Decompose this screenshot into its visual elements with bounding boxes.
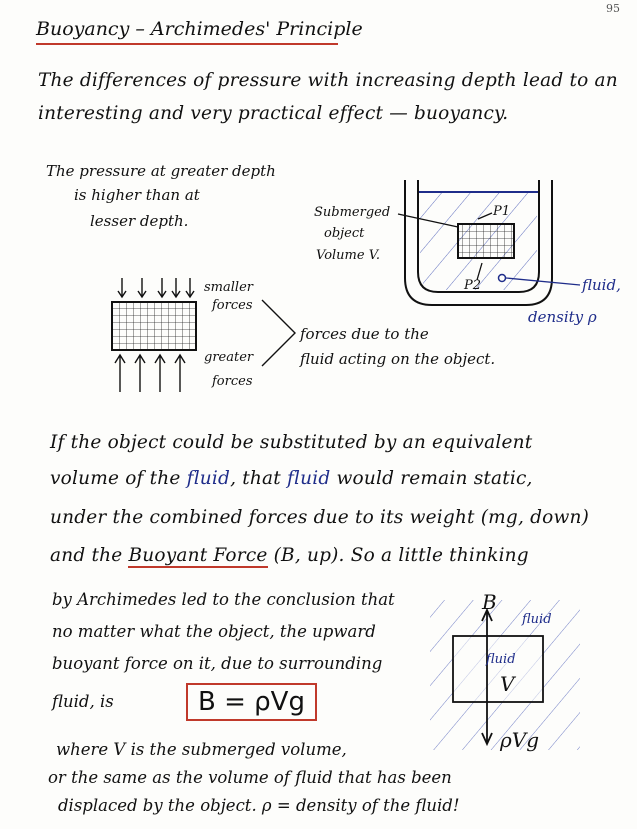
smaller-forces-label-2: forces	[212, 298, 253, 313]
paragraph-line-8: fluid, is	[52, 692, 114, 711]
paragraph-line-1: If the object could be substituted by an equivalent	[50, 432, 533, 453]
forces-due-label-2: fluid acting on the object.	[300, 350, 496, 368]
paragraph-text: volume of the	[50, 468, 187, 489]
submerged-label-3: Volume V.	[316, 248, 380, 263]
closing-line-2: or the same as the volume of fluid that has been	[48, 768, 452, 787]
greater-forces-label-1: greater	[204, 350, 254, 365]
buoyancy-formula: B = ρVg	[186, 683, 317, 721]
pressure-note-line-1: The pressure at greater depth	[46, 162, 276, 180]
submerged-label-1: Submerged	[314, 205, 391, 220]
paragraph-line-6: no matter what the object, the upward	[52, 622, 376, 641]
weight-label: ρVg	[500, 728, 540, 752]
displaced-volume	[453, 636, 543, 702]
paragraph-line-7: buoyant force on it, due to surrounding	[52, 654, 383, 673]
greater-forces-label-2: forces	[212, 374, 253, 389]
fluid-outer-label: fluid	[522, 612, 552, 627]
p1-label: P1	[493, 204, 511, 219]
forces-due-label-1: forces due to the	[300, 325, 429, 343]
pressure-note-line-2: is higher than at	[74, 186, 200, 204]
intro-line-2: interesting and very practical effect — buoyancy.	[38, 103, 509, 124]
intro-line-1: The differences of pressure with increasing depth lead to an	[38, 70, 618, 91]
paragraph-text: would remain static,	[330, 468, 533, 489]
paragraph-text: , that	[230, 468, 287, 489]
paragraph-text: and the	[50, 545, 129, 566]
paragraph-line-5: by Archimedes led to the conclusion that	[52, 590, 395, 609]
page-number: 95	[606, 2, 620, 15]
paragraph-text: (B, up). So a little thinking	[267, 545, 529, 566]
volume-label: V	[500, 672, 515, 696]
fluid-label: fluid,	[582, 276, 621, 294]
p2-label: P2	[464, 278, 482, 293]
fluid-word: fluid	[186, 468, 231, 489]
pressure-note-line-3: lesser depth.	[90, 212, 189, 230]
fluid-inner-label: fluid	[486, 652, 516, 667]
buoyant-force-label: B	[482, 590, 497, 614]
fluid-word: fluid	[286, 468, 331, 489]
submerged-label-2: object	[324, 226, 365, 241]
paragraph-line-3: under the combined forces due to its weight (mg, down)	[50, 507, 590, 528]
closing-line-3: displaced by the object. ρ = density of the fluid!	[58, 796, 460, 815]
buoyant-force-term: Buoyant Force	[128, 545, 268, 566]
page-title: Buoyancy – Archimedes' Principle	[36, 18, 338, 45]
density-label: density ρ	[528, 308, 597, 326]
closing-line-1: where V is the submerged volume,	[56, 740, 347, 759]
smaller-forces-label-1: smaller	[204, 280, 253, 295]
